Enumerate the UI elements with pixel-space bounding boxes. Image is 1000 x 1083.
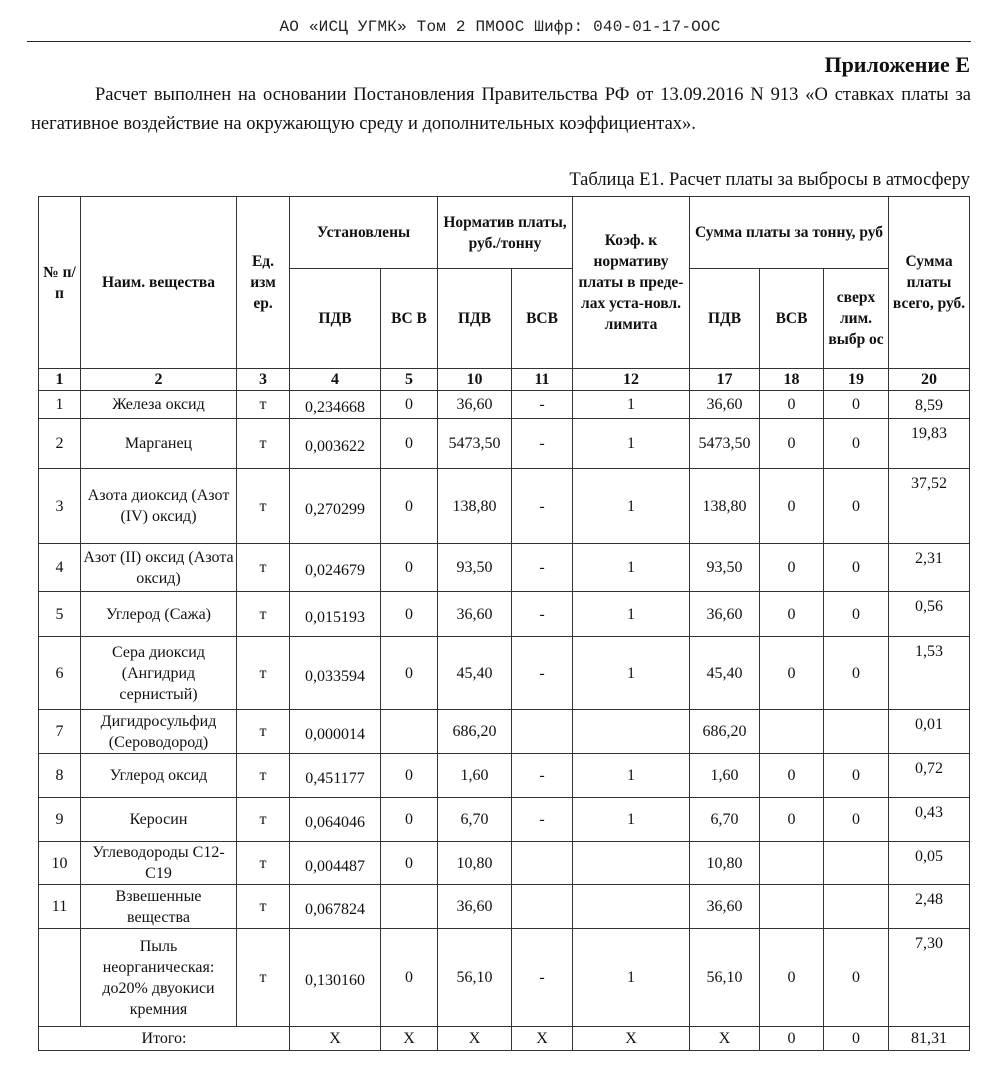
total-fee: 7,30 <box>889 929 970 1027</box>
row-number: 7 <box>39 710 81 754</box>
coefficient: 1 <box>573 929 690 1027</box>
sum-pdv: Х <box>690 1027 760 1051</box>
sum-pdv: 36,60 <box>690 592 760 637</box>
header-normative: Норматив платы, руб./тонну <box>438 197 573 269</box>
total-row <box>39 1027 970 1051</box>
sum-pdv: 56,10 <box>690 929 760 1027</box>
established-pdv: Х <box>290 1027 381 1051</box>
normative-vsv <box>512 885 573 929</box>
row-number: 6 <box>39 637 81 710</box>
col-number: 20 <box>889 369 970 391</box>
established-pdv: 0,067824 <box>290 885 381 929</box>
unit: т <box>237 929 290 1027</box>
sum-vsv <box>760 885 824 929</box>
unit: т <box>237 885 290 929</box>
row-number: 3 <box>39 469 81 544</box>
table-row <box>39 592 970 637</box>
header-sum-over-limit: сверх лим. выбр ос <box>824 269 889 369</box>
sum-pdv: 138,80 <box>690 469 760 544</box>
normative-vsv: - <box>512 469 573 544</box>
unit: т <box>237 842 290 885</box>
total-fee: 0,43 <box>889 798 970 842</box>
total-fee: 2,48 <box>889 885 970 929</box>
sum-vsv: 0 <box>760 391 824 419</box>
sum-vsv: 0 <box>760 929 824 1027</box>
coefficient: 1 <box>573 391 690 419</box>
normative-vsv: Х <box>512 1027 573 1051</box>
substance-name: Углерод (Сажа) <box>81 592 237 637</box>
document-running-header: АО «ИСЦ УГМК» Том 2 ПМООС Шифр: 040-01-17-ООС <box>279 18 721 36</box>
established-pdv: 0,064046 <box>290 798 381 842</box>
sum-vsv: 0 <box>760 1027 824 1051</box>
normative-pdv: 36,60 <box>438 592 512 637</box>
established-pdv: 0,130160 <box>290 929 381 1027</box>
sum-pdv: 686,20 <box>690 710 760 754</box>
established-vsv: 0 <box>381 637 438 710</box>
header-established-vsv: ВС В <box>381 269 438 369</box>
coefficient: 1 <box>573 469 690 544</box>
established-vsv: 0 <box>381 544 438 592</box>
sum-pdv: 6,70 <box>690 798 760 842</box>
established-vsv <box>381 885 438 929</box>
header-divider <box>27 41 971 42</box>
header-unit: Ед. изм ер. <box>237 197 290 369</box>
table-row <box>39 637 970 710</box>
col-number: 1 <box>39 369 81 391</box>
sum-vsv: 0 <box>760 419 824 469</box>
total-fee: 19,83 <box>889 419 970 469</box>
sum-over-limit: 0 <box>824 1027 889 1051</box>
normative-pdv: 10,80 <box>438 842 512 885</box>
normative-vsv: - <box>512 929 573 1027</box>
coefficient <box>573 710 690 754</box>
table-row <box>39 544 970 592</box>
sum-over-limit: 0 <box>824 391 889 419</box>
table-row <box>39 842 970 885</box>
coefficient <box>573 842 690 885</box>
normative-pdv: 45,40 <box>438 637 512 710</box>
sum-pdv: 36,60 <box>690 391 760 419</box>
established-vsv: 0 <box>381 842 438 885</box>
substance-name: Дигидросульфид (Сероводород) <box>81 710 237 754</box>
unit: т <box>237 592 290 637</box>
col-number: 18 <box>760 369 824 391</box>
table-row <box>39 391 970 419</box>
row-number: 4 <box>39 544 81 592</box>
normative-pdv: 36,60 <box>438 885 512 929</box>
table-row <box>39 710 970 754</box>
header-normative-pdv: ПДВ <box>438 269 512 369</box>
total-fee: 8,59 <box>889 391 970 419</box>
normative-vsv: - <box>512 637 573 710</box>
sum-over-limit <box>824 842 889 885</box>
sum-pdv: 93,50 <box>690 544 760 592</box>
normative-vsv: - <box>512 544 573 592</box>
established-pdv: 0,234668 <box>290 391 381 419</box>
normative-vsv: - <box>512 754 573 798</box>
col-number: 2 <box>81 369 237 391</box>
total-fee: 0,05 <box>889 842 970 885</box>
normative-pdv: 138,80 <box>438 469 512 544</box>
unit: т <box>237 637 290 710</box>
sum-vsv: 0 <box>760 754 824 798</box>
established-pdv: 0,451177 <box>290 754 381 798</box>
coefficient: 1 <box>573 419 690 469</box>
coefficient: 1 <box>573 637 690 710</box>
col-number: 5 <box>381 369 438 391</box>
total-fee: 37,52 <box>889 469 970 544</box>
normative-vsv <box>512 842 573 885</box>
sum-over-limit: 0 <box>824 544 889 592</box>
table-row <box>39 419 970 469</box>
header-num: № п/ п <box>39 197 81 369</box>
established-pdv: 0,000014 <box>290 710 381 754</box>
row-number: 9 <box>39 798 81 842</box>
row-number: 8 <box>39 754 81 798</box>
sum-pdv: 5473,50 <box>690 419 760 469</box>
row-number: 10 <box>39 842 81 885</box>
established-vsv: 0 <box>381 754 438 798</box>
table-row <box>39 885 970 929</box>
normative-pdv: 6,70 <box>438 798 512 842</box>
total-fee: 81,31 <box>889 1027 970 1051</box>
sum-vsv: 0 <box>760 637 824 710</box>
sum-over-limit <box>824 885 889 929</box>
sum-over-limit <box>824 710 889 754</box>
established-pdv: 0,033594 <box>290 637 381 710</box>
total-fee: 2,31 <box>889 544 970 592</box>
sum-over-limit: 0 <box>824 754 889 798</box>
header-established-pdv: ПДВ <box>290 269 381 369</box>
established-vsv: 0 <box>381 419 438 469</box>
unit: т <box>237 544 290 592</box>
normative-pdv: 686,20 <box>438 710 512 754</box>
emission-fee-table <box>38 196 970 1051</box>
sum-vsv: 0 <box>760 798 824 842</box>
total-fee: 1,53 <box>889 637 970 710</box>
substance-name: Железа оксид <box>81 391 237 419</box>
row-number: 5 <box>39 592 81 637</box>
substance-name: Углерод оксид <box>81 754 237 798</box>
total-label: Итого: <box>39 1027 290 1051</box>
unit: т <box>237 419 290 469</box>
sum-pdv: 36,60 <box>690 885 760 929</box>
established-vsv: 0 <box>381 798 438 842</box>
substance-name: Марганец <box>81 419 237 469</box>
row-number: 11 <box>39 885 81 929</box>
header-sum-vsv: ВСВ <box>760 269 824 369</box>
total-fee: 0,01 <box>889 710 970 754</box>
normative-pdv: 36,60 <box>438 391 512 419</box>
substance-name: Взвешенные вещества <box>81 885 237 929</box>
coefficient: Х <box>573 1027 690 1051</box>
header-established: Установлены <box>290 197 438 269</box>
coefficient: 1 <box>573 754 690 798</box>
col-number: 11 <box>512 369 573 391</box>
sum-pdv: 45,40 <box>690 637 760 710</box>
established-vsv: 0 <box>381 391 438 419</box>
coefficient: 1 <box>573 544 690 592</box>
unit: т <box>237 710 290 754</box>
header-coefficient: Коэф. к нормативу платы в преде-лах уста-новл. лимита <box>573 197 690 369</box>
table-row <box>39 754 970 798</box>
normative-pdv: 1,60 <box>438 754 512 798</box>
unit: т <box>237 469 290 544</box>
sum-over-limit: 0 <box>824 929 889 1027</box>
substance-name: Сера диоксид (Ангидрид сернистый) <box>81 637 237 710</box>
table-row <box>39 798 970 842</box>
normative-vsv: - <box>512 592 573 637</box>
established-pdv: 0,024679 <box>290 544 381 592</box>
normative-pdv: 93,50 <box>438 544 512 592</box>
sum-vsv <box>760 710 824 754</box>
col-number: 3 <box>237 369 290 391</box>
row-number: 1 <box>39 391 81 419</box>
unit: т <box>237 754 290 798</box>
total-fee: 0,56 <box>889 592 970 637</box>
established-pdv: 0,004487 <box>290 842 381 885</box>
sum-pdv: 1,60 <box>690 754 760 798</box>
col-number: 19 <box>824 369 889 391</box>
established-pdv: 0,003622 <box>290 419 381 469</box>
sum-pdv: 10,80 <box>690 842 760 885</box>
substance-name: Азота диоксид (Азот (IV) оксид) <box>81 469 237 544</box>
normative-vsv: - <box>512 419 573 469</box>
coefficient: 1 <box>573 798 690 842</box>
normative-vsv: - <box>512 391 573 419</box>
normative-vsv: - <box>512 798 573 842</box>
header-total: Сумма платы всего, руб. <box>889 197 970 369</box>
established-vsv <box>381 710 438 754</box>
normative-pdv: 5473,50 <box>438 419 512 469</box>
col-number: 12 <box>573 369 690 391</box>
header-sum-pdv: ПДВ <box>690 269 760 369</box>
header-substance: Наим. вещества <box>81 197 237 369</box>
table-row <box>39 469 970 544</box>
sum-over-limit: 0 <box>824 592 889 637</box>
established-vsv: 0 <box>381 929 438 1027</box>
header-normative-vsv: ВСВ <box>512 269 573 369</box>
established-pdv: 0,270299 <box>290 469 381 544</box>
sum-over-limit: 0 <box>824 469 889 544</box>
normative-pdv: 56,10 <box>438 929 512 1027</box>
total-fee: 0,72 <box>889 754 970 798</box>
col-number: 10 <box>438 369 512 391</box>
appendix-title: Приложение Е <box>824 52 970 77</box>
substance-name: Керосин <box>81 798 237 842</box>
established-vsv: Х <box>381 1027 438 1051</box>
sum-vsv: 0 <box>760 544 824 592</box>
sum-vsv: 0 <box>760 592 824 637</box>
row-number <box>39 929 81 1027</box>
row-number: 2 <box>39 419 81 469</box>
substance-name: Пыль неорганическая: до20% двуокиси кремния <box>81 929 237 1027</box>
table-row <box>39 929 970 1027</box>
coefficient <box>573 885 690 929</box>
sum-vsv: 0 <box>760 469 824 544</box>
unit: т <box>237 391 290 419</box>
header-sum-per-ton: Сумма платы за тонну, руб <box>690 197 889 269</box>
sum-vsv <box>760 842 824 885</box>
coefficient: 1 <box>573 592 690 637</box>
normative-vsv <box>512 710 573 754</box>
col-number: 4 <box>290 369 381 391</box>
intro-paragraph: Расчет выполнен на основании Постановления Правительства РФ от 13.09.2016 N 913 «О ставках платы за негативное воздействие на окружающую среду и дополнительных коэффициентах». <box>31 85 971 134</box>
established-vsv: 0 <box>381 469 438 544</box>
substance-name: Углеводороды С12-С19 <box>81 842 237 885</box>
unit: т <box>237 798 290 842</box>
established-pdv: 0,015193 <box>290 592 381 637</box>
table-caption: Таблица Е1. Расчет платы за выбросы в атмосферу <box>569 170 970 190</box>
sum-over-limit: 0 <box>824 798 889 842</box>
established-vsv: 0 <box>381 592 438 637</box>
col-number: 17 <box>690 369 760 391</box>
normative-pdv: Х <box>438 1027 512 1051</box>
substance-name: Азот (II) оксид (Азота оксид) <box>81 544 237 592</box>
sum-over-limit: 0 <box>824 419 889 469</box>
sum-over-limit: 0 <box>824 637 889 710</box>
